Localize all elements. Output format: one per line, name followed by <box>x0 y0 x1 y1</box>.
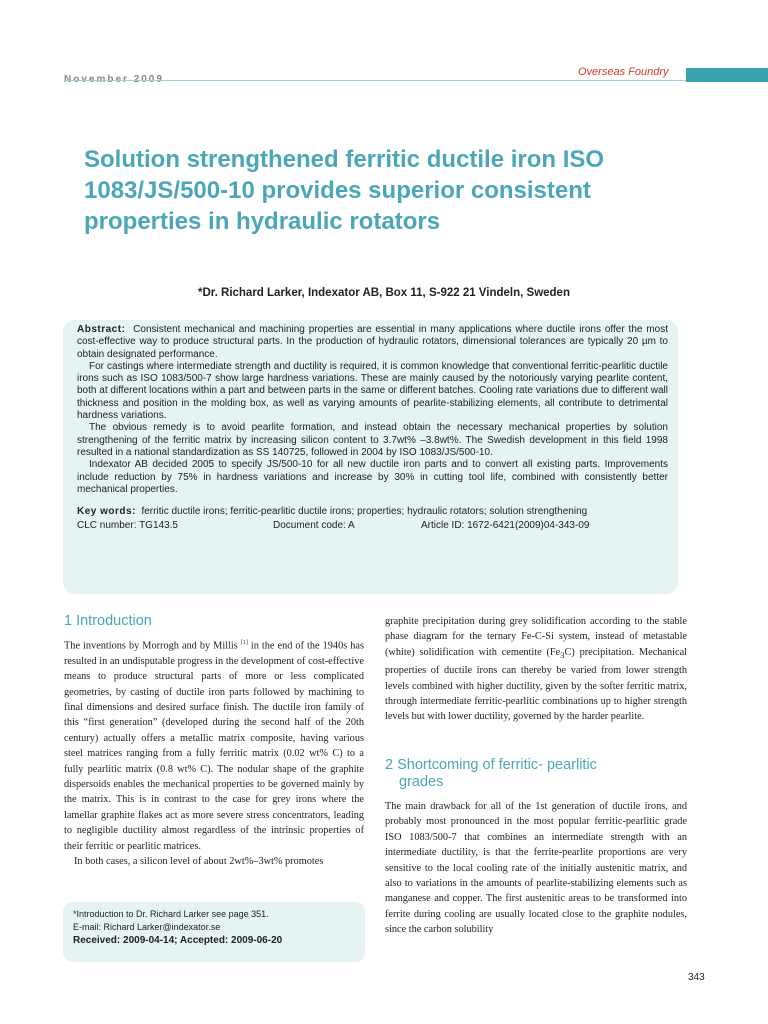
abstract-para-3: The obvious remedy is to avoid pearlite formation, and instead obtain the necessary mechanical properties by solution strengthening of the ferritic matrix by increasing silicon content to 3.7wt% –3.8wt%. The Swedish development in this field 1998 resulted in a national standardization as SS 140725, followed in 2004 by ISO 1083/JS/500-10. <box>77 422 668 458</box>
journal-name: Overseas Foundry <box>578 66 669 78</box>
author-intro-note: *Introduction to Dr. Richard Larker see page 351. <box>73 909 269 919</box>
abstract-para-4: Indexator AB decided 2005 to specify JS/500-10 for all new ductile iron parts and to convert all existing parts. Improvements include reduction by 75% in hardness variations and increase by 30% in cutting tool life, combined with consistently better mechanical properties. <box>77 459 668 495</box>
intro-text-a: The inventions by Morrogh and by Millis <box>64 640 241 652</box>
intro-para-continued <box>385 614 687 725</box>
intro-para-1 <box>64 636 364 854</box>
page-number: 343 <box>688 972 705 983</box>
section-2-para-1: The main drawback for all of the 1st generation of ductile irons, and probably most pronounced in the most popular ferritic-pearlitic grade ISO 1083/500-7 that combines an intermediate strength with an intermediate ductility, is that the ferrite-pearlite proportions are very sensitive to the local cooling rate of the initially austenitic matrix, and also to variations in the amounts of pearlite-stabilizing elements such as manganese and copper. The first austenitic areas to be transformed into ferrite during cooling are usually located close to the graphite nodules, since the carbon solubility <box>385 801 687 936</box>
subscript-3: 3 <box>560 649 565 660</box>
section-2-heading-line-2: grades <box>399 774 444 790</box>
column-2-text <box>385 614 687 725</box>
intro-para-2: In both cases, a silicon level of about 2wt%–3wt% promotes <box>74 856 324 868</box>
abstract-label: Abstract: <box>77 324 126 335</box>
article-identifiers <box>77 520 668 532</box>
intro-text-b: in the end of the 1940s has resulted in an undisputable progress in the development of cost-effective means to produce structural parts of more or less complicated geometries, by casting of ductile iron parts followed by machining to final dimensions and desired surface finish. The ductile iron family of this “first generation” (developed during the second half of the 20th century) actually offers a metallic matrix composite, having various steel matrices ranging from a fully ferritic matrix (0.02 wt% C) to a fully pearlitic matrix (0.8 wt% C). The nodular shape of the graphite dispersoids enables the mechanical properties to be governed mainly by the matrix. This is in contrast to the case for grey irons where the lamellar graphite flakes act as more severe stress concentrators, leading to negligible ductility almost regardless of the intrinsic properties of their ferritic or pearlitic matrices. <box>64 640 364 852</box>
article-title: Solution strengthened ferritic ductile iron ISO 1083/JS/500-10 provides superior consistent properties in hydraulic rotators <box>84 146 605 235</box>
column-2-section-2-text <box>385 799 687 938</box>
citation-ref[interactable]: [1] <box>240 640 248 646</box>
article-id: Article ID: 1672-6421(2009)04-343-09 <box>421 520 590 532</box>
author-line: *Dr. Richard Larker, Indexator AB, Box 11, S-922 21 Vindeln, Sweden <box>198 287 570 299</box>
abstract-text-1: Consistent mechanical and machining properties are essential in many applications where ductile irons offer the most cost-effective way to produce structural parts. In the production of hydraulic rotators, dimensional tolerances are typically 20 µm to obtain designated performance. <box>77 324 668 360</box>
section-1-heading: 1 Introduction <box>64 613 152 629</box>
column-1-text <box>64 636 364 870</box>
abstract-box <box>63 320 678 594</box>
cont-text-a: graphite precipitation during grey solidification according to the stable phase diagram for the ternary Fe-C-Si system, instead of metastable (white) solidification with cementite (Fe <box>385 616 687 658</box>
keywords-line <box>77 506 668 518</box>
header-accent-bar <box>686 68 768 82</box>
section-2-heading <box>385 757 685 791</box>
document-code: Document code: A <box>273 520 355 532</box>
abstract-para-2: For castings where intermediate strength and ductility is required, it is common knowledge that conventional ferritic-pearlitic ductile irons such as ISO 1083/500-7 show large hardness variations. These are mainly caused by the notoriously varying pearlite content, both at different locations within a part and between parts in the same or different batches. Cooling rate variations due to different wall thickness and position in the molding box, as well as varying amounts of pearlite-stabilizing elements, all contribute to detrimental hardness variations. <box>77 360 668 422</box>
section-2-heading-line-1: 2 Shortcoming of ferritic- pearlitic <box>385 757 597 773</box>
keywords-label: Key words: <box>77 506 136 518</box>
header-rule <box>64 80 686 81</box>
author-email[interactable]: E-mail: Richard Larker@indexator.se <box>73 922 221 932</box>
received-accepted-dates: Received: 2009-04-14; Accepted: 2009-06-20 <box>73 935 283 946</box>
footnote-box <box>63 902 365 962</box>
cont-text-b: C) precipitation. Mechanical properties of ductile irons can thereby be varied from lower strength levels combined with higher ductility, given by the softer ferritic matrix, through intermediate ferritic-pearlitic combinations up to higher strength levels but with lower ductility, governed by the harder pearlite. <box>385 646 687 723</box>
keywords-text: ferritic ductile irons; ferritic-pearlitic ductile irons; properties; hydraulic rotators; solution strengthening <box>141 506 588 518</box>
abstract-para-1 <box>77 324 668 361</box>
clc-number: CLC number: TG143.5 <box>77 520 178 532</box>
